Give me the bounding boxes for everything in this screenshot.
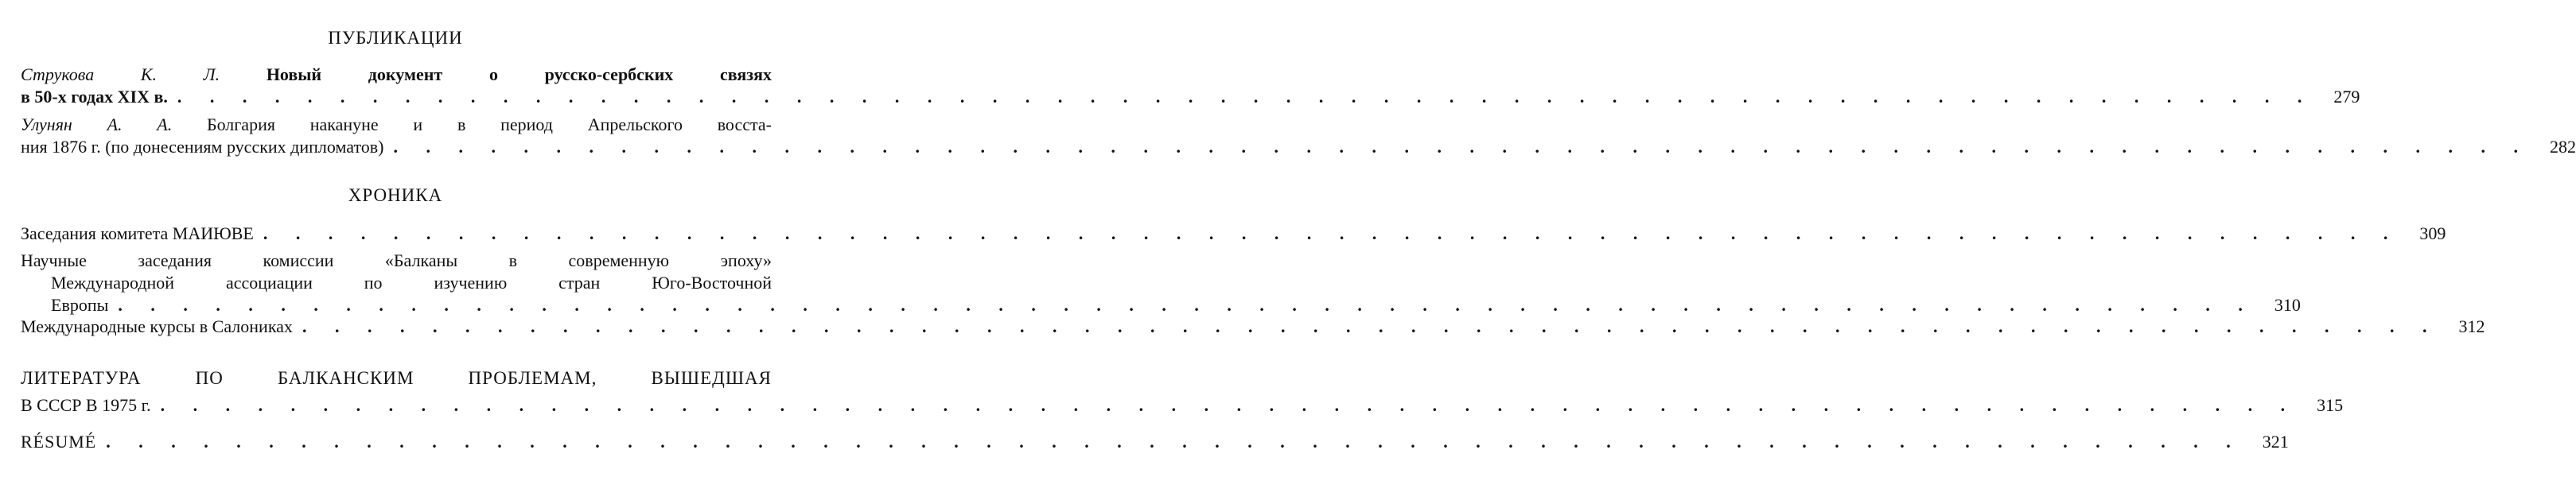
toc-entry-ulunyan[interactable]	[21, 114, 2576, 158]
page-number: 310	[2274, 295, 2301, 315]
entry-first-line	[21, 64, 772, 86]
entry-last-line	[21, 86, 2360, 108]
entry-title: Болгария накануне и в период Апрельского восста-	[206, 114, 772, 134]
entry-first-line: ЛИТЕРАТУРА ПО БАЛКАНСКИМ ПРОБЛЕМАМ, ВЫШЕДШАЯ	[21, 368, 772, 388]
entry-first-line: Научные заседания комиссии «Балканы в современную эпоху»	[21, 250, 772, 270]
page-number: 312	[2458, 316, 2485, 336]
entry-first-line	[21, 114, 772, 136]
page-number: 279	[2333, 87, 2360, 107]
dot-leader: . . . . . . . . . . . . . . . . . . . . . . . . . . . . . . . . . . . . . . . . . . . . . . . . . . . . . . . . . . . . . . . . . .	[302, 316, 2439, 336]
entry-last-line	[21, 294, 2301, 316]
dot-leader: . . . . . . . . . . . . . . . . . . . . . . . . . . . . . . . . . . . . . . . . . . . . . . . . . . . . . . . . . . . . . . . . . .	[393, 137, 2530, 157]
toc-entry-commission[interactable]	[21, 250, 2301, 316]
entry-last-line	[21, 316, 2485, 338]
section-heading-publications: ПУБЛИКАЦИИ	[328, 28, 463, 48]
entry-title: Заседания комитета МАИЮВЕ	[21, 223, 254, 243]
page-number: 309	[2419, 223, 2446, 243]
entry-title: Международные курсы в Салониках	[21, 316, 293, 336]
toc-entry-strukova[interactable]	[21, 64, 2360, 108]
entry-title: Новый документ о русско-сербских связях	[266, 64, 772, 84]
entry-title-continued: в 50-х годах XIX в.	[21, 87, 168, 107]
dot-leader: . . . . . . . . . . . . . . . . . . . . . . . . . . . . . . . . . . . . . . . . . . . . . . . . . . . . . . . . . . . . . . . . . .	[106, 432, 2243, 452]
dot-leader: . . . . . . . . . . . . . . . . . . . . . . . . . . . . . . . . . . . . . . . . . . . . . . . . . . . . . . . . . . . . . . . . . .	[177, 87, 2314, 107]
entry-title-continued: ния 1876 г. (по донесениям русских дипломатов)	[21, 137, 384, 157]
entry-last-line	[21, 136, 2576, 158]
toc-entry-literature[interactable]	[21, 367, 2344, 417]
dot-leader: . . . . . . . . . . . . . . . . . . . . . . . . . . . . . . . . . . . . . . . . . . . . . . . . . . . . . . . . . . . . . . . . . .	[160, 395, 2298, 415]
entry-last-line	[21, 431, 2289, 453]
entry-middle-line: Международной ассоциации по изучению стран Юго-Восточной	[51, 273, 772, 293]
toc-entry-maiuve[interactable]	[21, 223, 2446, 245]
toc-entry-resume[interactable]	[21, 431, 2289, 453]
page-number: 282	[2549, 137, 2576, 157]
entry-last-line	[21, 223, 2446, 245]
entry-author: Струкова К. Л.	[21, 64, 220, 84]
entry-title-continued: В СССР В 1975 г.	[21, 395, 151, 415]
dot-leader: . . . . . . . . . . . . . . . . . . . . . . . . . . . . . . . . . . . . . . . . . . . . . . . . . . . . . . . . . . . . . . . . . .	[263, 223, 2400, 243]
entry-last-line	[21, 394, 2344, 417]
page-number: 315	[2317, 395, 2344, 415]
entry-author: Улунян А. А.	[21, 114, 173, 134]
toc-entry-salonica[interactable]	[21, 316, 2485, 338]
dot-leader: . . . . . . . . . . . . . . . . . . . . . . . . . . . . . . . . . . . . . . . . . . . . . . . . . . . . . . . . . . . . . . . . . .	[118, 295, 2255, 315]
page-number: 321	[2262, 432, 2289, 452]
entry-title: RÉSUMÉ	[21, 432, 97, 452]
section-heading-chronicle: ХРОНИКА	[348, 185, 443, 205]
entry-title-continued: Европы	[51, 295, 109, 315]
